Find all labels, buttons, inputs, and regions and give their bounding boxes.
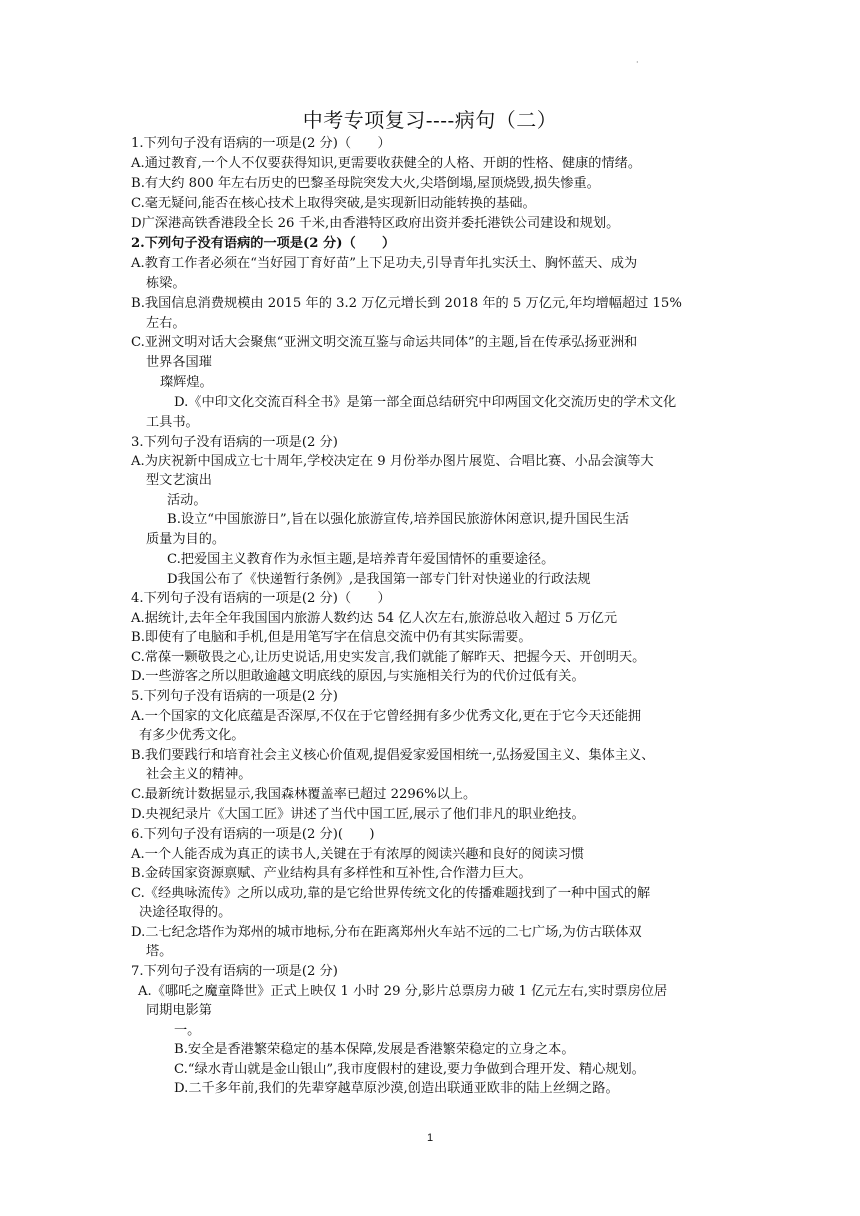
- question-2-stem: 2.下列句子没有语病的一项是(2 分)（ ）: [131, 236, 396, 251]
- question-6-option-c-cont: 决途径取得的。: [139, 905, 232, 920]
- question-3-option-a-cont: 型文艺演出: [146, 473, 212, 488]
- question-6-option-b: B.金砖国家资源禀赋、产业结构具有多样性和互补性,合作潜力巨大。: [131, 866, 532, 881]
- question-2-option-b: B.我国信息消费规模由 2015 年的 3.2 万亿元增长到 2018 年的 5 万亿元,年均增幅超过 15%: [131, 296, 682, 311]
- question-4-option-b: B.即使有了电脑和手机,但是用笔写字在信息交流中仍有其实际需要。: [131, 630, 532, 645]
- question-5-stem: 5.下列句子没有语病的一项是(2 分): [131, 689, 338, 704]
- question-6-option-a: A.一个人能否成为真正的读书人,关键在于有浓厚的阅读兴趣和良好的阅读习惯: [131, 847, 585, 862]
- question-5-option-d: D.央视纪录片《大国工匠》讲述了当代中国工匠,展示了他们非凡的职业绝技。: [131, 807, 585, 822]
- question-7-option-a: A.《哪吒之魔童降世》正式上映仅 1 小时 29 分,影片总票房力破 1 亿元左右,实时票房位居: [138, 984, 668, 999]
- question-3-option-b-cont: 质量为目的。: [146, 532, 226, 547]
- question-5-option-c: C.最新统计数据显示,我国森林覆盖率已超过 2296%以上。: [131, 787, 477, 802]
- question-7-option-a-cont: 同期电影第: [146, 1003, 212, 1018]
- question-3-option-b: B.设立“中国旅游日”,旨在以强化旅游宣传,培养国民旅游休闲意识,提升国民生活: [167, 512, 629, 527]
- question-5-option-b: B.我们要践行和培育社会主义核心价值观,提倡爱家爱国相统一,弘扬爱国主义、集体主义、: [131, 748, 655, 763]
- question-1-stem: 1.下列句子没有语病的一项是(2 分)（ ）: [131, 136, 391, 151]
- question-7-option-d: D.二千多年前,我们的先辈穿越草原沙漠,创造出联通亚欧非的陆上丝绸之路。: [174, 1081, 619, 1096]
- question-2-option-d: D.《中印文化交流百科全书》是第一部全面总结研究中印两国文化交流历史的学术文化: [174, 395, 677, 410]
- page-title: 中考专项复习----病句（二）: [302, 108, 558, 132]
- question-4-option-d: D.一些游客之所以胆敢逾越文明底线的原因,与实施相关行为的代价过低有关。: [131, 669, 585, 684]
- question-5-option-b-cont: 社会主义的精神。: [146, 767, 252, 782]
- question-2-option-a: A.教育工作者必须在“当好园丁育好苗”上下足功夫,引导青年扎实沃土、胸怀蓝天、成为: [131, 256, 638, 271]
- question-2-option-a-cont: 栋梁。: [146, 276, 186, 291]
- question-6-option-d-cont: 塔。: [146, 944, 173, 959]
- question-3-option-d: D我国公布了《快递暂行条例》,是我国第一部专门针对快递业的行政法规: [167, 572, 591, 587]
- question-6-option-c: C.《经典咏流传》之所以成功,靠的是它给世界传统文化的传播难题找到了一种中国式的解: [131, 886, 651, 901]
- question-7-stem: 7.下列句子没有语病的一项是(2 分): [131, 964, 338, 979]
- page-number: 1: [426, 1132, 434, 1144]
- question-2-option-c: C.亚洲文明对话大会聚焦“亚洲文明交流互鉴与命运共同体”的主题,旨在传承弘扬亚洲和: [131, 335, 638, 350]
- question-3-option-c: C.把爱国主义教育作为永恒主题,是培养青年爱国情怀的重要途径。: [167, 552, 555, 567]
- question-1-option-c: C.毫无疑问,能否在核心技术上取得突破,是实现新旧动能转换的基础。: [131, 196, 536, 211]
- question-2-option-c-cont: 世界各国璀: [146, 355, 212, 370]
- question-3-option-a: A.为庆祝新中国成立七十周年,学校决定在 9 月份举办图片展览、合唱比赛、小品会演等大: [131, 454, 654, 469]
- question-4-option-c: C.常葆一颗敬畏之心,让历史说话,用史实发言,我们就能了解昨天、把握今天、开创明天。: [131, 650, 646, 665]
- question-6-option-d: D.二七纪念塔作为郑州的城市地标,分布在距离郑州火车站不远的二七广场,为仿古联体双: [131, 925, 642, 940]
- question-2-option-d-cont: 工具书。: [146, 415, 199, 430]
- question-6-stem: 6.下列句子没有语病的一项是(2 分)( ): [131, 827, 375, 842]
- question-7-option-b: B.安全是香港繁荣稳定的基本保障,发展是香港繁荣稳定的立身之本。: [174, 1042, 575, 1057]
- question-2-option-c-cont2: 璨辉煌。: [160, 375, 213, 390]
- question-1-option-b: B.有大约 800 年左右历史的巴黎圣母院突发大火,尖塔倒塌,屋顶烧毁,损失惨重。: [131, 176, 600, 191]
- question-4-option-a: A.据统计,去年全年我国国内旅游人数约达 54 亿人次左右,旅游总收入超过 5 万亿元: [131, 611, 618, 626]
- question-5-option-a-cont: 有多少优秀文化。: [139, 728, 245, 743]
- question-3-option-a-cont2: 活动。: [167, 493, 207, 508]
- question-5-option-a: A.一个国家的文化底蕴是否深厚,不仅在于它曾经拥有多少优秀文化,更在于它今天还能拥: [131, 709, 642, 724]
- question-4-stem: 4.下列句子没有语病的一项是(2 分)（ ）: [131, 591, 391, 606]
- question-1-option-d: D广深港高铁香港段全长 26 千米,由香港特区政府出资并委托港铁公司建设和规划。: [131, 216, 620, 231]
- header-mark: ·: [636, 58, 639, 67]
- question-3-stem: 3.下列句子没有语病的一项是(2 分): [131, 435, 338, 450]
- question-7-option-a-cont2: 一。: [174, 1023, 201, 1038]
- question-7-option-c: C.“绿水青山就是金山银山”,我市度假村的建设,要力争做到合理开发、精心规划。: [174, 1062, 645, 1077]
- question-1-option-a: A.通过教育,一个人不仅要获得知识,更需要收获健全的人格、开朗的性格、健康的情绪。: [131, 156, 642, 171]
- question-2-option-b-cont: 左右。: [146, 316, 186, 331]
